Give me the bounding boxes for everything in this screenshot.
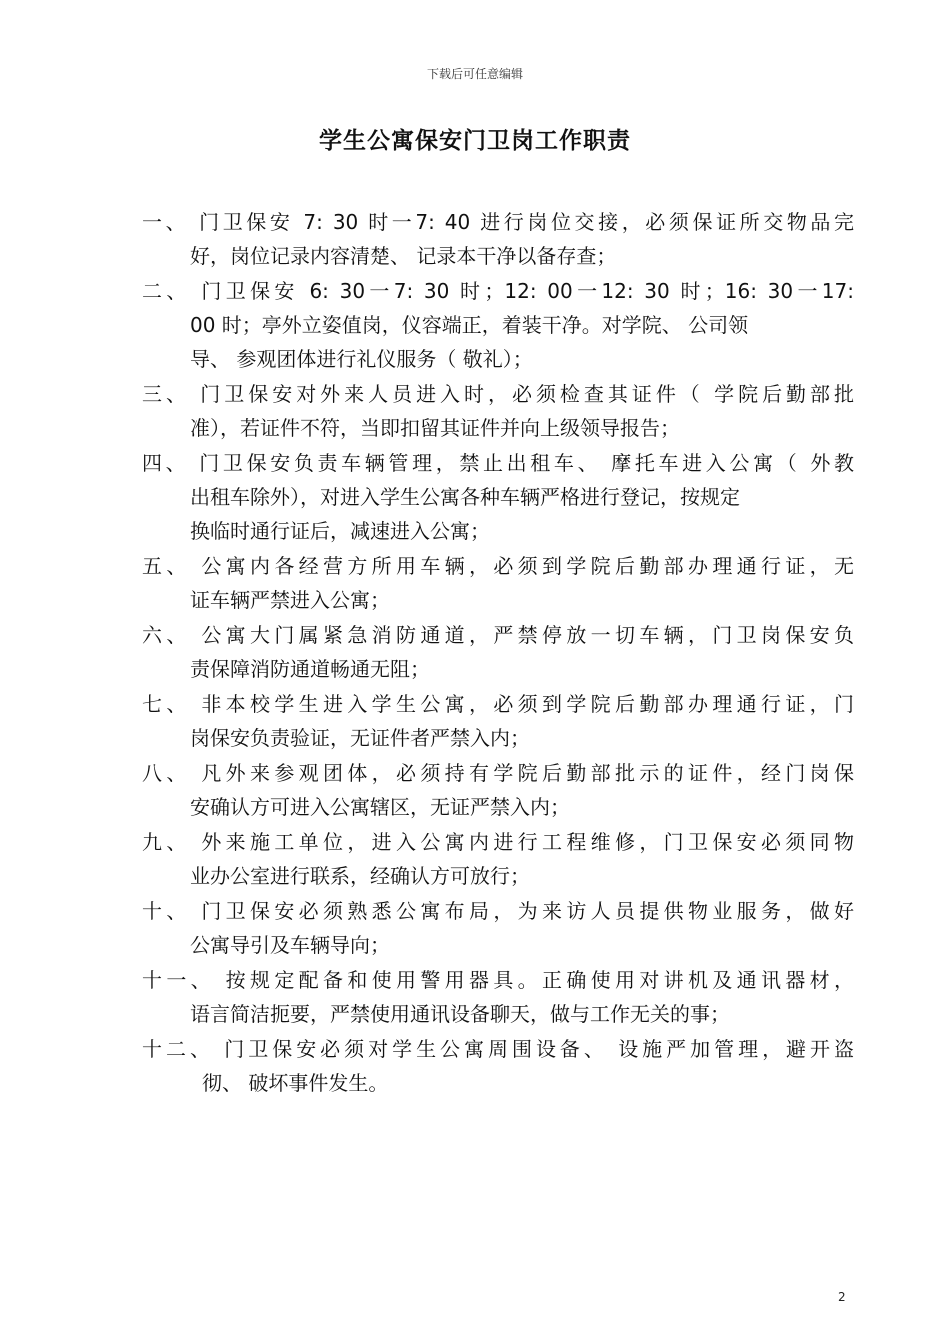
duty-item bbox=[142, 274, 854, 376]
duty-item-first-line: 七、 非本校学生进入学生公寓，必须到学院后勤部办理通行证，门 bbox=[142, 692, 854, 716]
duty-item-continuation-line: 准），若证件不符，当即扣留其证件并向上级领导报告； bbox=[190, 416, 680, 440]
duty-list bbox=[142, 205, 854, 1101]
duty-item-continuation-line: 责保障消防通道畅通无阻； bbox=[190, 657, 430, 681]
duty-item-continuation-line: 安确认方可进入公寓辖区，无证严禁入内； bbox=[190, 795, 570, 819]
duty-item-continuation-line: 好，岗位记录内容清楚、 记录本干净以备存查； bbox=[190, 244, 617, 268]
duty-item bbox=[142, 377, 854, 445]
duty-item-first-line: 十一、 按规定配备和使用警用器具。正确使用对讲机及通讯器材， bbox=[142, 968, 854, 992]
duty-item-continuation-line: 岗保安负责验证，无证件者严禁入内； bbox=[190, 726, 530, 750]
duty-item-first-line: 一、 门卫保安 7: 30 时一7: 40 进行岗位交接，必须保证所交物品完 bbox=[142, 210, 854, 234]
duty-item-first-line: 九、 外来施工单位，进入公寓内进行工程维修，门卫保安必须同物 bbox=[142, 830, 854, 854]
duty-item-first-line: 十、 门卫保安必须熟悉公寓布局，为来访人员提供物业服务，做好 bbox=[142, 899, 854, 923]
duty-item-first-line: 十二、 门卫保安必须对学生公寓周围设备、 设施严加管理，避开盗 bbox=[142, 1037, 854, 1061]
duty-item bbox=[142, 825, 854, 893]
document-title: 学生公寓保安门卫岗工作职责 bbox=[319, 128, 631, 154]
duty-item-first-line: 四、 门卫保安负责车辆管理，禁止出租车、 摩托车进入公寓（ 外教 bbox=[142, 451, 854, 475]
header-note: 下载后可任意编辑 bbox=[426, 67, 523, 81]
duty-item bbox=[142, 756, 854, 824]
duty-item bbox=[142, 894, 854, 962]
duty-item-continuation-line: 证车辆严禁进入公寓； bbox=[190, 588, 390, 612]
duty-item-first-line: 五、 公寓内各经营方所用车辆，必须到学院后勤部办理通行证，无 bbox=[142, 554, 854, 578]
duty-item-first-line: 八、 凡外来参观团体，必须持有学院后勤部批示的证件，经门岗保 bbox=[142, 761, 854, 785]
duty-item-continuation-line: 出租车除外），对进入学生公寓各种车辆严格进行登记，按规定 bbox=[190, 485, 740, 509]
duty-item bbox=[142, 687, 854, 755]
duty-item bbox=[142, 205, 854, 273]
duty-item-continuation-line: 导、 参观团体进行礼仪服务（ 敬礼）； bbox=[190, 347, 533, 371]
duty-item bbox=[142, 963, 854, 1031]
page-number: 2 bbox=[838, 1290, 846, 1304]
duty-item-continuation-line: 彻、 破坏事件发生。 bbox=[202, 1071, 389, 1095]
duty-item-continuation-line: 公寓导引及车辆导向； bbox=[190, 933, 390, 957]
duty-item bbox=[142, 549, 854, 617]
duty-item bbox=[142, 618, 854, 686]
duty-item-continuation-line: 00 时；亭外立姿值岗，仪容端正，着装干净。对学院、 公司领 bbox=[190, 313, 749, 337]
duty-item bbox=[142, 446, 854, 548]
duty-item bbox=[142, 1032, 854, 1100]
duty-item-continuation-line: 业办公室进行联系，经确认方可放行； bbox=[190, 864, 530, 888]
duty-item-first-line: 二、 门卫保安 6: 30一7: 30 时；12: 00一12: 30 时；16: 30一17: bbox=[142, 279, 854, 303]
duty-item-continuation-line: 语言简洁扼要，严禁使用通讯设备聊天，做与工作无关的事； bbox=[190, 1002, 730, 1026]
duty-item-continuation-line: 换临时通行证后，减速进入公寓； bbox=[190, 519, 490, 543]
duty-item-first-line: 六、 公寓大门属紧急消防通道，严禁停放一切车辆，门卫岗保安负 bbox=[142, 623, 854, 647]
duty-item-first-line: 三、 门卫保安对外来人员进入时，必须检查其证件（ 学院后勤部批 bbox=[142, 382, 854, 406]
